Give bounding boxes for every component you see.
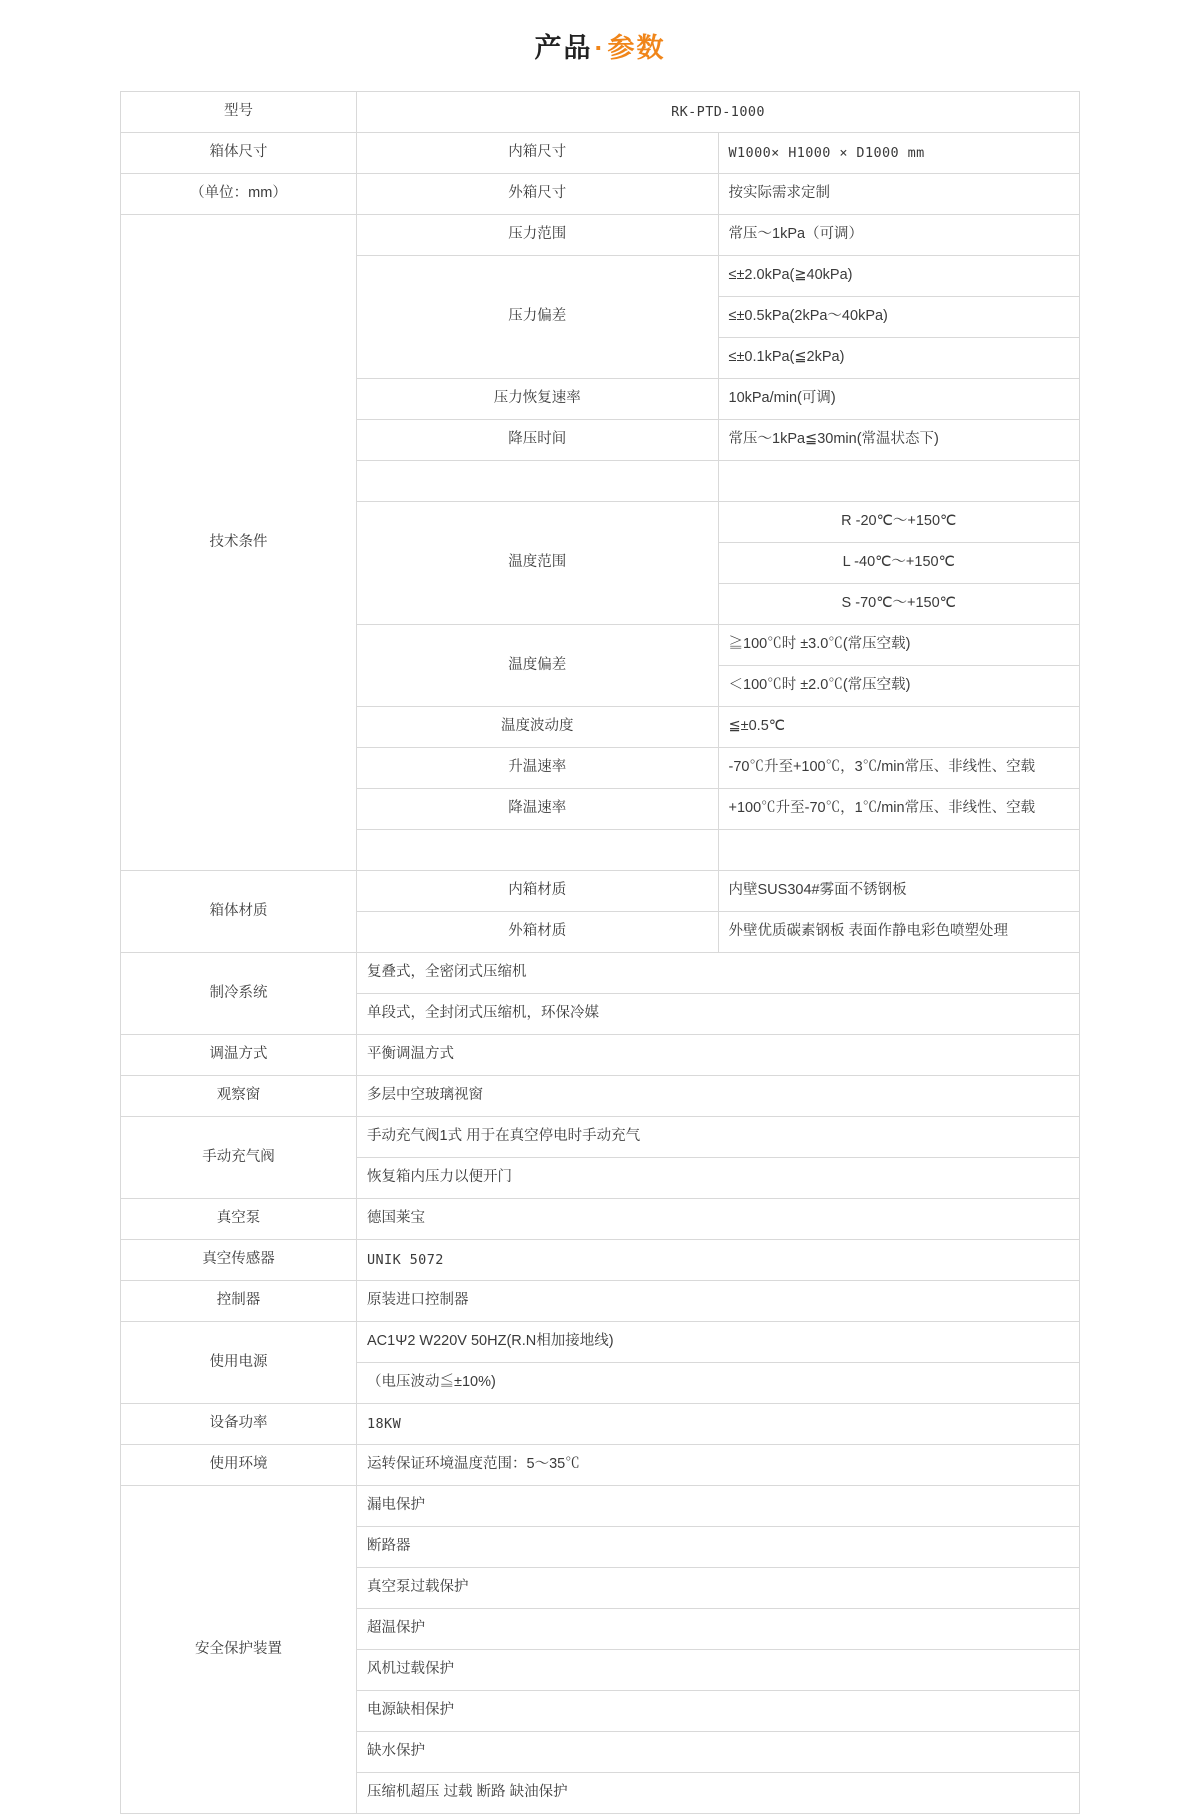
safety-protection-value-4: 超温保护	[357, 1609, 1080, 1650]
power-supply-value-1: AC1Ψ2 W220V 50HZ(R.N相加接地线)	[357, 1322, 1080, 1363]
controller-label: 控制器	[121, 1281, 357, 1322]
model-label: 型号	[121, 92, 357, 133]
table-row	[121, 1117, 1080, 1158]
table-row	[121, 1035, 1080, 1076]
device-power-value: 18KW	[357, 1404, 1080, 1445]
power-supply-label: 使用电源	[121, 1322, 357, 1404]
spec-table-wrap	[120, 91, 1080, 1814]
safety-protection-value-8: 压缩机超压 过载 断路 缺油保护	[357, 1773, 1080, 1814]
pressure-deviation-sub: 压力偏差	[357, 256, 719, 379]
cooling-rate-value: +100℃升至-70℃，1℃/min常压、非线性、空载	[718, 789, 1080, 830]
temperature-deviation-value-2: ＜100℃时 ±2.0℃(常压空载)	[718, 666, 1080, 707]
table-row	[121, 133, 1080, 174]
temperature-fluctuation-sub: 温度波动度	[357, 707, 719, 748]
safety-protection-value-7: 缺水保护	[357, 1732, 1080, 1773]
spacer-cell	[357, 461, 719, 502]
temperature-range-sub: 温度范围	[357, 502, 719, 625]
page-title-part1: 产品	[534, 33, 593, 63]
observation-window-value: 多层中空玻璃视窗	[357, 1076, 1080, 1117]
page-title-part2: 参数	[607, 33, 666, 63]
manual-valve-value-1: 手动充气阀1式 用于在真空停电时手动充气	[357, 1117, 1080, 1158]
spec-table	[120, 91, 1080, 1814]
page-title	[0, 0, 1200, 91]
temperature-mode-value: 平衡调温方式	[357, 1035, 1080, 1076]
refrigeration-label: 制冷系统	[121, 953, 357, 1035]
tech-condition-label: 技术条件	[121, 215, 357, 871]
vacuum-pump-value: 德国莱宝	[357, 1199, 1080, 1240]
environment-value: 运转保证环境温度范围：5～35℃	[357, 1445, 1080, 1486]
table-row	[121, 1281, 1080, 1322]
outer-box-size-sub: 外箱尺寸	[357, 174, 719, 215]
spacer-cell	[357, 830, 719, 871]
inner-material-sub: 内箱材质	[357, 871, 719, 912]
box-unit-label: （单位：mm）	[121, 174, 357, 215]
table-row	[121, 1076, 1080, 1117]
inner-material-value: 内壁SUS304#雾面不锈钢板	[718, 871, 1080, 912]
refrigeration-value-2: 单段式，全封闭式压缩机，环保冷媒	[357, 994, 1080, 1035]
table-row	[121, 1240, 1080, 1281]
table-row	[121, 871, 1080, 912]
controller-value: 原装进口控制器	[357, 1281, 1080, 1322]
depressurization-time-sub: 降压时间	[357, 420, 719, 461]
table-row	[121, 174, 1080, 215]
safety-protection-value-1: 漏电保护	[357, 1486, 1080, 1527]
box-size-label: 箱体尺寸	[121, 133, 357, 174]
pressure-recovery-value: 10kPa/min(可调)	[718, 379, 1080, 420]
observation-window-label: 观察窗	[121, 1076, 357, 1117]
page-title-dot: ·	[594, 33, 606, 63]
table-row	[121, 1322, 1080, 1363]
table-row	[121, 1486, 1080, 1527]
outer-material-sub: 外箱材质	[357, 912, 719, 953]
vacuum-pump-label: 真空泵	[121, 1199, 357, 1240]
vacuum-sensor-value: UNIK 5072	[357, 1240, 1080, 1281]
depressurization-time-value: 常压～1kPa≦30min(常温状态下)	[718, 420, 1080, 461]
pressure-deviation-value-2: ≤±0.5kPa(2kPa～40kPa)	[718, 297, 1080, 338]
temperature-deviation-value-1: ≧100℃时 ±3.0℃(常压空载)	[718, 625, 1080, 666]
table-row	[121, 1404, 1080, 1445]
environment-label: 使用环境	[121, 1445, 357, 1486]
model-value: RK-PTD-1000	[357, 92, 1080, 133]
cooling-rate-sub: 降温速率	[357, 789, 719, 830]
temperature-mode-label: 调温方式	[121, 1035, 357, 1076]
safety-protection-label: 安全保护装置	[121, 1486, 357, 1814]
temperature-fluctuation-value: ≦±0.5℃	[718, 707, 1080, 748]
table-row	[121, 1199, 1080, 1240]
power-supply-value-2: （电压波动≦±10%)	[357, 1363, 1080, 1404]
safety-protection-value-6: 电源缺相保护	[357, 1691, 1080, 1732]
safety-protection-value-5: 风机过载保护	[357, 1650, 1080, 1691]
heating-rate-sub: 升温速率	[357, 748, 719, 789]
safety-protection-value-2: 断路器	[357, 1527, 1080, 1568]
refrigeration-value-1: 复叠式，全密闭式压缩机	[357, 953, 1080, 994]
box-material-label: 箱体材质	[121, 871, 357, 953]
table-row	[121, 953, 1080, 994]
spacer-cell	[718, 461, 1080, 502]
vacuum-sensor-label: 真空传感器	[121, 1240, 357, 1281]
manual-valve-value-2: 恢复箱内压力以便开门	[357, 1158, 1080, 1199]
pressure-deviation-value-1: ≤±2.0kPa(≧40kPa)	[718, 256, 1080, 297]
pressure-range-value: 常压～1kPa（可调）	[718, 215, 1080, 256]
safety-protection-value-3: 真空泵过载保护	[357, 1568, 1080, 1609]
device-power-label: 设备功率	[121, 1404, 357, 1445]
temperature-range-value-3: S -70℃～+150℃	[718, 584, 1080, 625]
temperature-range-value-1: R -20℃～+150℃	[718, 502, 1080, 543]
outer-box-size-value: 按实际需求定制	[718, 174, 1080, 215]
outer-material-value: 外壁优质碳素钢板 表面作静电彩色喷塑处理	[718, 912, 1080, 953]
pressure-deviation-value-3: ≤±0.1kPa(≦2kPa)	[718, 338, 1080, 379]
pressure-range-sub: 压力范围	[357, 215, 719, 256]
pressure-recovery-sub: 压力恢复速率	[357, 379, 719, 420]
temperature-range-value-2: L -40℃～+150℃	[718, 543, 1080, 584]
inner-box-size-value: W1000× H1000 × D1000 mm	[718, 133, 1080, 174]
table-row	[121, 215, 1080, 256]
spacer-cell	[718, 830, 1080, 871]
temperature-deviation-sub: 温度偏差	[357, 625, 719, 707]
heating-rate-value: -70℃升至+100℃，3℃/min常压、非线性、空载	[718, 748, 1080, 789]
table-row	[121, 92, 1080, 133]
inner-box-size-sub: 内箱尺寸	[357, 133, 719, 174]
manual-valve-label: 手动充气阀	[121, 1117, 357, 1199]
table-row	[121, 1445, 1080, 1486]
